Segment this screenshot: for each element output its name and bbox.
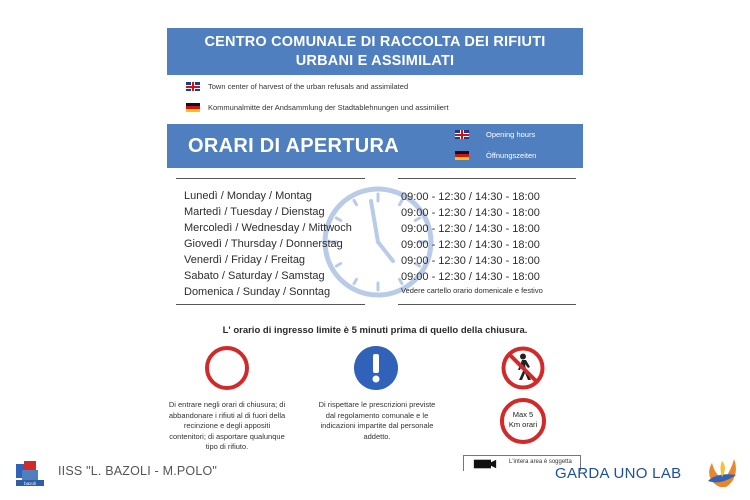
german-subtitle	[186, 103, 449, 112]
speed-limit-value: Max 5	[512, 410, 534, 419]
school-logo-text: bazoli	[24, 481, 36, 486]
day-row: Martedì / Tuesday / Dienstag	[184, 206, 325, 218]
prohibition-sign-icon	[205, 346, 249, 390]
divider	[176, 178, 365, 179]
times-list	[401, 189, 543, 297]
divider	[398, 304, 576, 305]
cctv-notice-text: L'intera area è soggetta	[509, 459, 572, 465]
day-row: Venerdì / Friday / Freitag	[184, 254, 306, 266]
closing-limit-notice: L' orario di ingresso limite è 5 minuti prima di quello della chiusura.	[222, 325, 528, 336]
day-row: Sabato / Saturday / Samstag	[184, 270, 325, 282]
days-list	[184, 188, 352, 300]
time-row: 09:00 - 12:30 / 14:30 - 18:00	[401, 255, 540, 267]
opening-hours-title: ORARI DI APERTURA	[188, 135, 400, 157]
english-hours-label	[455, 130, 535, 139]
german-subtitle-text: Kommunalmitte der Andsammlung der Stadtablehnungen und assimiliert	[208, 103, 449, 112]
german-flag-icon	[186, 103, 200, 112]
center-title-line1: CENTRO COMUNALE DI RACCOLTA DEI RIFIUTI	[204, 34, 546, 50]
sunday-note: Vedere cartello orario domenicale e festivo	[401, 286, 543, 295]
speed-limit-sign-icon	[500, 398, 546, 444]
speed-limit-unit: Km orari	[508, 420, 538, 429]
english-hours-label-text: Opening hours	[486, 130, 536, 139]
english-subtitle	[186, 82, 408, 91]
cctv-camera-icon	[472, 458, 498, 470]
time-row: 09:00 - 12:30 / 14:30 - 18:00	[401, 191, 540, 203]
school-name: IISS "L. BAZOLI - M.POLO"	[58, 464, 218, 478]
divider	[398, 178, 576, 179]
center-title-banner	[167, 28, 583, 75]
uk-flag-icon	[455, 130, 469, 139]
garda-uno-logo	[702, 455, 740, 489]
time-row: 09:00 - 12:30 / 14:30 - 18:00	[401, 271, 540, 283]
english-subtitle-text: Town center of harvest of the urban refusals and assimilated	[208, 82, 409, 91]
divider	[176, 304, 365, 305]
partner-name: GARDA UNO LAB	[555, 465, 682, 482]
german-hours-label-text: Öffnungszeiten	[486, 151, 537, 160]
day-row: Lunedì / Monday / Montag	[184, 190, 312, 202]
prohibition-text: Di entrare negli orari di chiusura; di abbandonare i rifiuti al di fuori della recinzione e degli appositi contenitori; di asportare qualunque tipo di rifiuto.	[168, 400, 286, 451]
center-title-line2: URBANI E ASSIMILATI	[295, 53, 455, 69]
mandatory-sign-icon	[354, 346, 398, 390]
time-row: 09:00 - 12:30 / 14:30 - 18:00	[401, 239, 540, 251]
time-row: 09:00 - 12:30 / 14:30 - 18:00	[401, 223, 540, 235]
german-hours-label	[455, 151, 536, 160]
day-row: Domenica / Sunday / Sonntag	[184, 286, 331, 298]
day-row: Mercoledì / Wednesday / Mittwoch	[184, 222, 352, 234]
obligation-text: Di rispettare le prescrizioni previste dal regolamento comunale e le indicazioni impartite dal personale addetto.	[318, 400, 436, 441]
time-row: 09:00 - 12:30 / 14:30 - 18:00	[401, 207, 540, 219]
day-row: Giovedì / Thursday / Donnerstag	[184, 238, 343, 250]
opening-hours-banner	[167, 124, 583, 168]
german-flag-icon	[455, 151, 469, 160]
uk-flag-icon	[186, 82, 200, 91]
no-pedestrian-sign-icon	[501, 346, 545, 390]
school-logo	[14, 458, 46, 488]
